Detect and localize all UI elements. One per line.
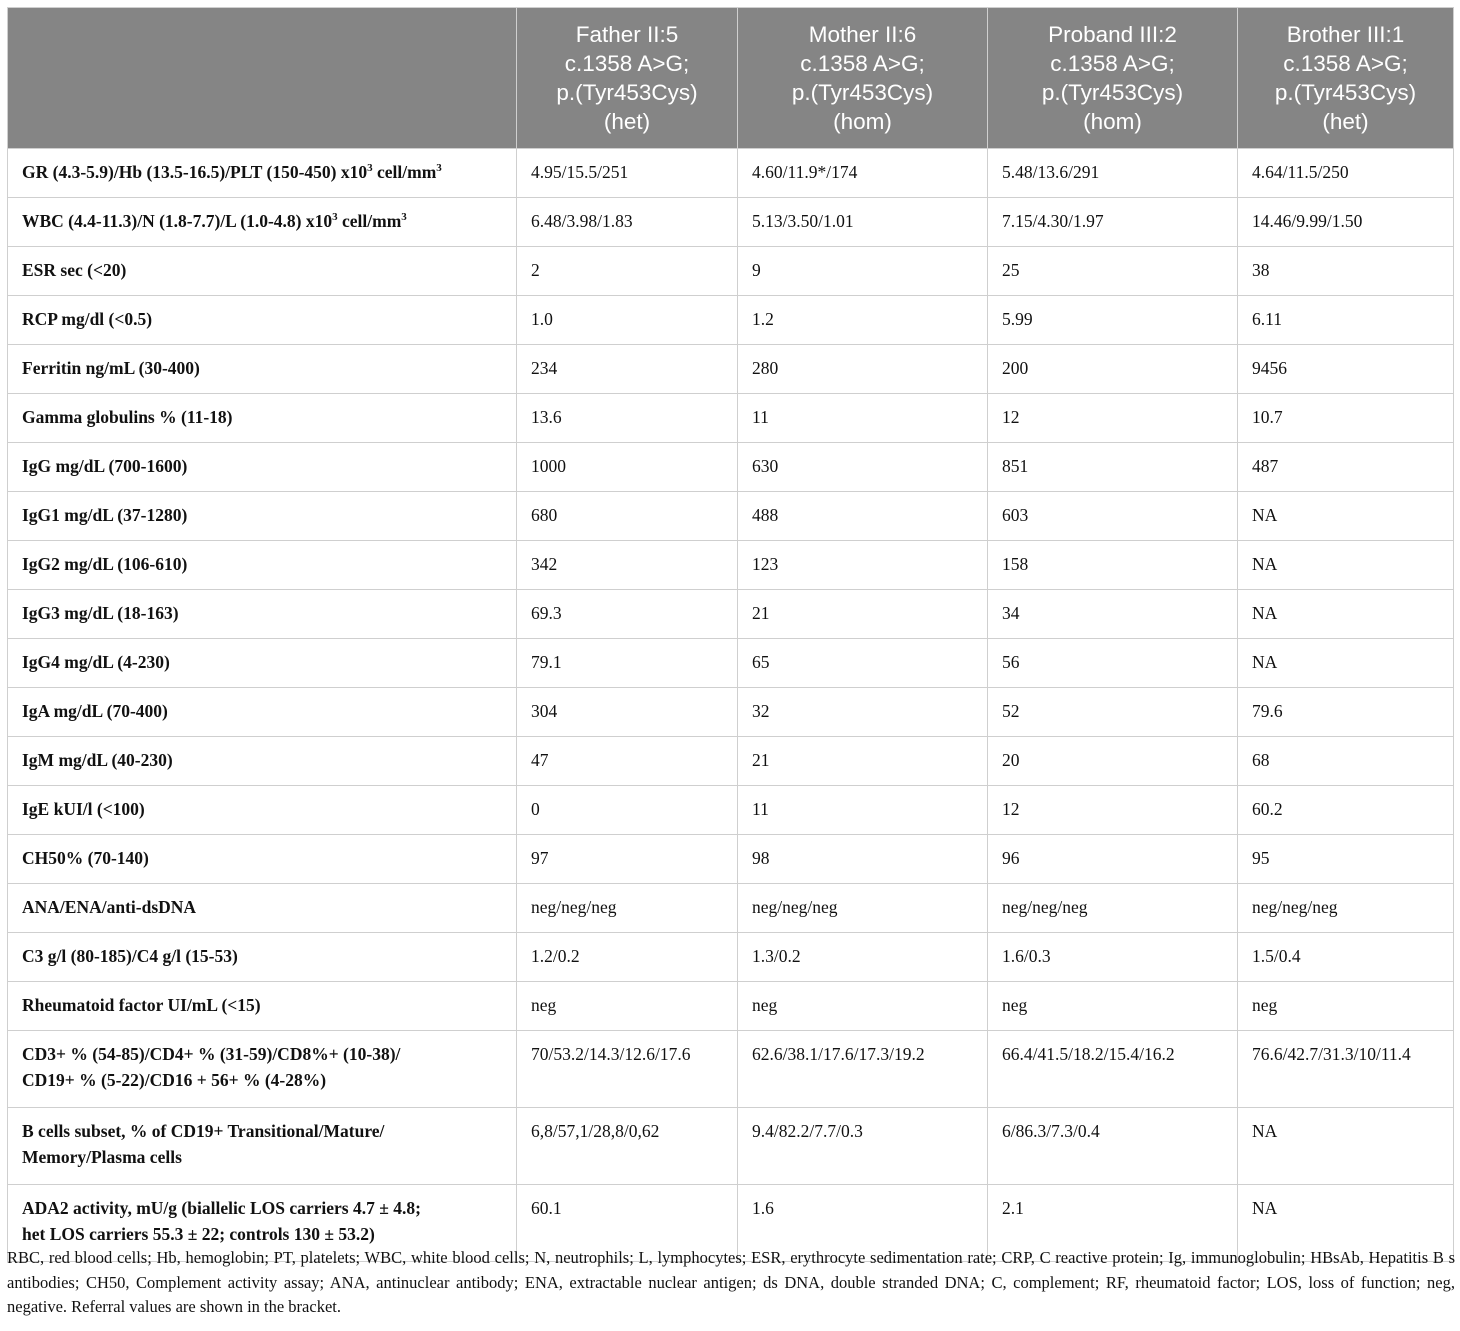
row-label [8, 198, 517, 247]
table-row [8, 149, 1454, 198]
table-cell: 9.4/82.2/7.7/0.3 [738, 1108, 988, 1185]
header-corner [8, 8, 517, 149]
row-label: IgM mg/dL (40-230) [8, 737, 517, 786]
table-container [7, 7, 1453, 1262]
table-cell: 851 [988, 443, 1238, 492]
table-cell: 11 [738, 394, 988, 443]
row-label: ANA/ENA/anti-dsDNA [8, 884, 517, 933]
table-cell: NA [1238, 492, 1454, 541]
header-line: Father II:5 [575, 22, 679, 47]
row-label-line: B cells subset, % of CD19+ Transitional/Mature/ [22, 1121, 385, 1141]
row-label: IgG3 mg/dL (18-163) [8, 590, 517, 639]
row-label-text: cell/mm [372, 162, 437, 182]
table-row [8, 786, 1454, 835]
row-label: IgG mg/dL (700-1600) [8, 443, 517, 492]
table-cell: 6/86.3/7.3/0.4 [988, 1108, 1238, 1185]
table-cell: 12 [988, 786, 1238, 835]
table-cell: neg/neg/neg [1238, 884, 1454, 933]
table-cell: 12 [988, 394, 1238, 443]
table-row [8, 933, 1454, 982]
header-line: (het) [603, 109, 651, 134]
table-cell: 1.0 [517, 296, 738, 345]
table-cell: 60.1 [517, 1185, 738, 1262]
header-line: c.1358 A>G; [1050, 51, 1175, 76]
table-cell: 32 [738, 688, 988, 737]
table-row [8, 639, 1454, 688]
table-cell: 1.6/0.3 [988, 933, 1238, 982]
table-row [8, 590, 1454, 639]
table-cell: 342 [517, 541, 738, 590]
table-row [8, 541, 1454, 590]
table-cell: 25 [988, 247, 1238, 296]
row-label: Gamma globulins % (11-18) [8, 394, 517, 443]
row-label: IgG2 mg/dL (106-610) [8, 541, 517, 590]
table-cell: 6,8/57,1/28,8/0,62 [517, 1108, 738, 1185]
table-cell: 280 [738, 345, 988, 394]
table-cell: 1.3/0.2 [738, 933, 988, 982]
table-cell: 10.7 [1238, 394, 1454, 443]
table-cell: 4.60/11.9*/174 [738, 149, 988, 198]
table-cell: 158 [988, 541, 1238, 590]
table-cell: 34 [988, 590, 1238, 639]
row-label-line: ADA2 activity, mU/g (biallelic LOS carriers 4.7 ± 4.8; [22, 1198, 421, 1218]
row-label: IgG1 mg/dL (37-1280) [8, 492, 517, 541]
table-cell: 6.11 [1238, 296, 1454, 345]
table-cell: 69.3 [517, 590, 738, 639]
table-row [8, 1108, 1454, 1185]
table-cell: 60.2 [1238, 786, 1454, 835]
row-label-line: Memory/Plasma cells [22, 1147, 182, 1167]
table-cell: 21 [738, 590, 988, 639]
row-label: ESR sec (<20) [8, 247, 517, 296]
table-cell: 1.2/0.2 [517, 933, 738, 982]
table-cell: neg [988, 982, 1238, 1031]
table-cell: NA [1238, 639, 1454, 688]
table-cell: 1.5/0.4 [1238, 933, 1454, 982]
row-label-text: WBC (4.4-11.3)/N (1.8-7.7)/L (1.0-4.8) x10 [22, 211, 333, 231]
table-row [8, 345, 1454, 394]
table-cell: 97 [517, 835, 738, 884]
table-cell: 47 [517, 737, 738, 786]
row-label: C3 g/l (80-185)/C4 g/l (15-53) [8, 933, 517, 982]
table-cell: NA [1238, 1108, 1454, 1185]
table-cell: NA [1238, 541, 1454, 590]
table-cell: 98 [738, 835, 988, 884]
table-cell: 123 [738, 541, 988, 590]
table-row [8, 198, 1454, 247]
table-cell: 630 [738, 443, 988, 492]
header-mother [738, 8, 988, 149]
header-brother [1238, 8, 1454, 149]
table-row [8, 688, 1454, 737]
table-cell: 200 [988, 345, 1238, 394]
table-cell: 488 [738, 492, 988, 541]
table-cell: 21 [738, 737, 988, 786]
table-cell: 66.4/41.5/18.2/15.4/16.2 [988, 1031, 1238, 1108]
table-cell: neg [738, 982, 988, 1031]
table-cell: 65 [738, 639, 988, 688]
header-line: p.(Tyr453Cys) [1041, 80, 1184, 105]
table-cell: 7.15/4.30/1.97 [988, 198, 1238, 247]
row-label: RCP mg/dl (<0.5) [8, 296, 517, 345]
table-row [8, 296, 1454, 345]
row-label: IgE kUI/l (<100) [8, 786, 517, 835]
table-cell: 487 [1238, 443, 1454, 492]
header-line: c.1358 A>G; [564, 51, 690, 76]
row-label: Rheumatoid factor UI/mL (<15) [8, 982, 517, 1031]
table-cell: 20 [988, 737, 1238, 786]
table-cell: 9 [738, 247, 988, 296]
header-father [517, 8, 738, 149]
table-cell: 13.6 [517, 394, 738, 443]
table-cell: neg [1238, 982, 1454, 1031]
header-line: p.(Tyr453Cys) [1274, 80, 1417, 105]
lab-results-table [7, 7, 1454, 1262]
table-cell: 79.1 [517, 639, 738, 688]
table-cell: 4.64/11.5/250 [1238, 149, 1454, 198]
table-cell: 9456 [1238, 345, 1454, 394]
table-cell: 234 [517, 345, 738, 394]
table-footnote: RBC, red blood cells; Hb, hemoglobin; PT, platelets; WBC, white blood cells; N, neutrophils; L, lymphocytes; ESR, erythrocyte sedimentation rate; CRP, C reactive protein; Ig, immunoglobulin; HBsAb, Hepatitis B s antibodies; CH50, Complement activity assay; ANA, antinuclear antibody; ENA, extractable nuclear antigen; ds DNA, double stranded DNA; C, complement; RF, rheumatoid factor; LOS, loss of function; neg, negative. Referral values are shown in the bracket. [7, 1248, 1455, 1316]
table-cell: 304 [517, 688, 738, 737]
table-row [8, 443, 1454, 492]
table-cell: 1.6 [738, 1185, 988, 1262]
row-label [8, 1108, 517, 1185]
table-row [8, 492, 1454, 541]
header-line: p.(Tyr453Cys) [791, 80, 934, 105]
row-label-line: CD19+ % (5-22)/CD16 + 56+ % (4-28%) [22, 1070, 327, 1090]
row-label [8, 1031, 517, 1108]
header-row [8, 8, 1454, 149]
table-cell: 95 [1238, 835, 1454, 884]
table-cell: 0 [517, 786, 738, 835]
table-row [8, 247, 1454, 296]
row-label-text: cell/mm [337, 211, 402, 231]
row-label [8, 149, 517, 198]
table-cell: neg [517, 982, 738, 1031]
table-cell: NA [1238, 1185, 1454, 1262]
table-cell: 56 [988, 639, 1238, 688]
table-cell: 52 [988, 688, 1238, 737]
row-label-line: CD3+ % (54-85)/CD4+ % (31-59)/CD8%+ (10-38)/ [22, 1044, 401, 1064]
table-cell: 5.48/13.6/291 [988, 149, 1238, 198]
table-cell: 2.1 [988, 1185, 1238, 1262]
table-cell: 5.13/3.50/1.01 [738, 198, 988, 247]
table-cell: 4.95/15.5/251 [517, 149, 738, 198]
header-line: (het) [1322, 109, 1369, 134]
superscript: 3 [332, 211, 338, 223]
superscript: 3 [367, 162, 373, 174]
header-line: Brother III:1 [1286, 22, 1405, 47]
table-row [8, 884, 1454, 933]
header-line: p.(Tyr453Cys) [556, 80, 698, 105]
table-row [8, 835, 1454, 884]
table-row [8, 1031, 1454, 1108]
table-cell: neg/neg/neg [517, 884, 738, 933]
superscript: 3 [401, 211, 407, 223]
table-cell: 603 [988, 492, 1238, 541]
table-row [8, 394, 1454, 443]
header-line: Proband III:2 [1048, 22, 1177, 47]
table-cell: 62.6/38.1/17.6/17.3/19.2 [738, 1031, 988, 1108]
table-cell: NA [1238, 590, 1454, 639]
header-proband [988, 8, 1238, 149]
table-cell: 11 [738, 786, 988, 835]
row-label-text: GR (4.3-5.9)/Hb (13.5-16.5)/PLT (150-450) x10 [22, 162, 368, 182]
header-line: c.1358 A>G; [1283, 51, 1408, 76]
row-label: IgA mg/dL (70-400) [8, 688, 517, 737]
table-cell: 5.99 [988, 296, 1238, 345]
table-cell: 38 [1238, 247, 1454, 296]
table-cell: neg/neg/neg [988, 884, 1238, 933]
table-cell: 14.46/9.99/1.50 [1238, 198, 1454, 247]
row-label: CH50% (70-140) [8, 835, 517, 884]
table-cell: 680 [517, 492, 738, 541]
header-line: (hom) [1083, 109, 1142, 134]
table-cell: 1000 [517, 443, 738, 492]
header-line: c.1358 A>G; [800, 51, 925, 76]
table-cell: neg/neg/neg [738, 884, 988, 933]
table-row [8, 737, 1454, 786]
table-cell: 76.6/42.7/31.3/10/11.4 [1238, 1031, 1454, 1108]
row-label: Ferritin ng/mL (30-400) [8, 345, 517, 394]
table-cell: 2 [517, 247, 738, 296]
superscript: 3 [436, 162, 442, 174]
table-row [8, 982, 1454, 1031]
table-cell: 70/53.2/14.3/12.6/17.6 [517, 1031, 738, 1108]
row-label-line: het LOS carriers 55.3 ± 22; controls 130 ± 53.2) [22, 1224, 375, 1244]
table-cell: 6.48/3.98/1.83 [517, 198, 738, 247]
table-cell: 79.6 [1238, 688, 1454, 737]
table-cell: 96 [988, 835, 1238, 884]
row-label: IgG4 mg/dL (4-230) [8, 639, 517, 688]
table-cell: 1.2 [738, 296, 988, 345]
table-cell: 68 [1238, 737, 1454, 786]
header-line: (hom) [833, 109, 892, 134]
header-line: Mother II:6 [808, 22, 917, 47]
